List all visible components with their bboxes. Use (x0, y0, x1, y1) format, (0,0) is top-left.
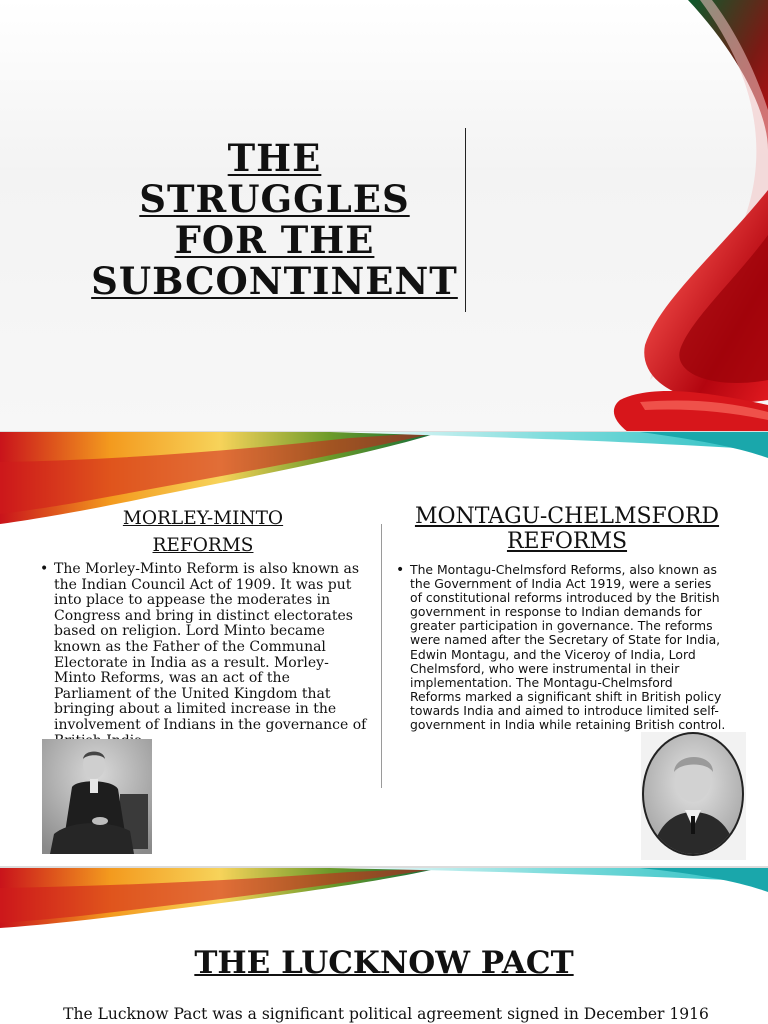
bullet-marker: • (40, 561, 49, 577)
decorative-swirl-top (0, 868, 768, 938)
morley-minto-bullet (40, 562, 368, 749)
title-slide (0, 0, 768, 432)
portrait-photo-right (641, 732, 746, 860)
column-divider (381, 524, 382, 788)
montagu-chelmsford-heading: MONTAGU-CHELMSFORD REFORMS (414, 504, 720, 554)
lucknow-body-text: The Lucknow Pact was a significant political agreement signed in December 1916 (63, 1005, 709, 1023)
morley-minto-heading: MORLEY-MINTO REFORMS (122, 508, 284, 556)
lucknow-title: THE LUCKNOW PACT (194, 945, 574, 981)
montagu-chelmsford-text: The Montagu-Chelmsford Reforms, also known as the Government of India Act 1919, were a series of constitutional reforms introduced by the British government in response to Indian demands for greater participation in governance. The reforms were named after the Secretary of State for India, Edwin Montagu, and the Viceroy of India, Lord Chelmsford, who were instrumental in their implementation. The Montagu-Chelmsford Reforms marked a significant shift in British policy towards India and aimed to introduce limited self-government in India while retaining British control. (410, 562, 726, 733)
bullet-marker: • (396, 562, 405, 578)
montagu-chelmsford-bullet (396, 563, 726, 732)
portrait-photo-left (42, 739, 152, 854)
morley-minto-text: The Morley-Minto Reform is also known as the Indian Council Act of 1909. It was put into place to appease the moderates in Congress and bring in distinct electorates based on religion. Lord Minto became known as the Father of the Communal Electorate in India as a result. Morley-Minto Reforms, was an act of the Parliament of the United Kingdom that bringing about a limited increase in the involvement of Indians in the governance of (54, 561, 367, 733)
lucknow-slide (0, 868, 768, 1024)
reforms-slide (0, 432, 768, 868)
title-frame (84, 128, 466, 312)
slide-title: THE STRUGGLES FOR THE SUBCONTINENT (91, 136, 458, 303)
